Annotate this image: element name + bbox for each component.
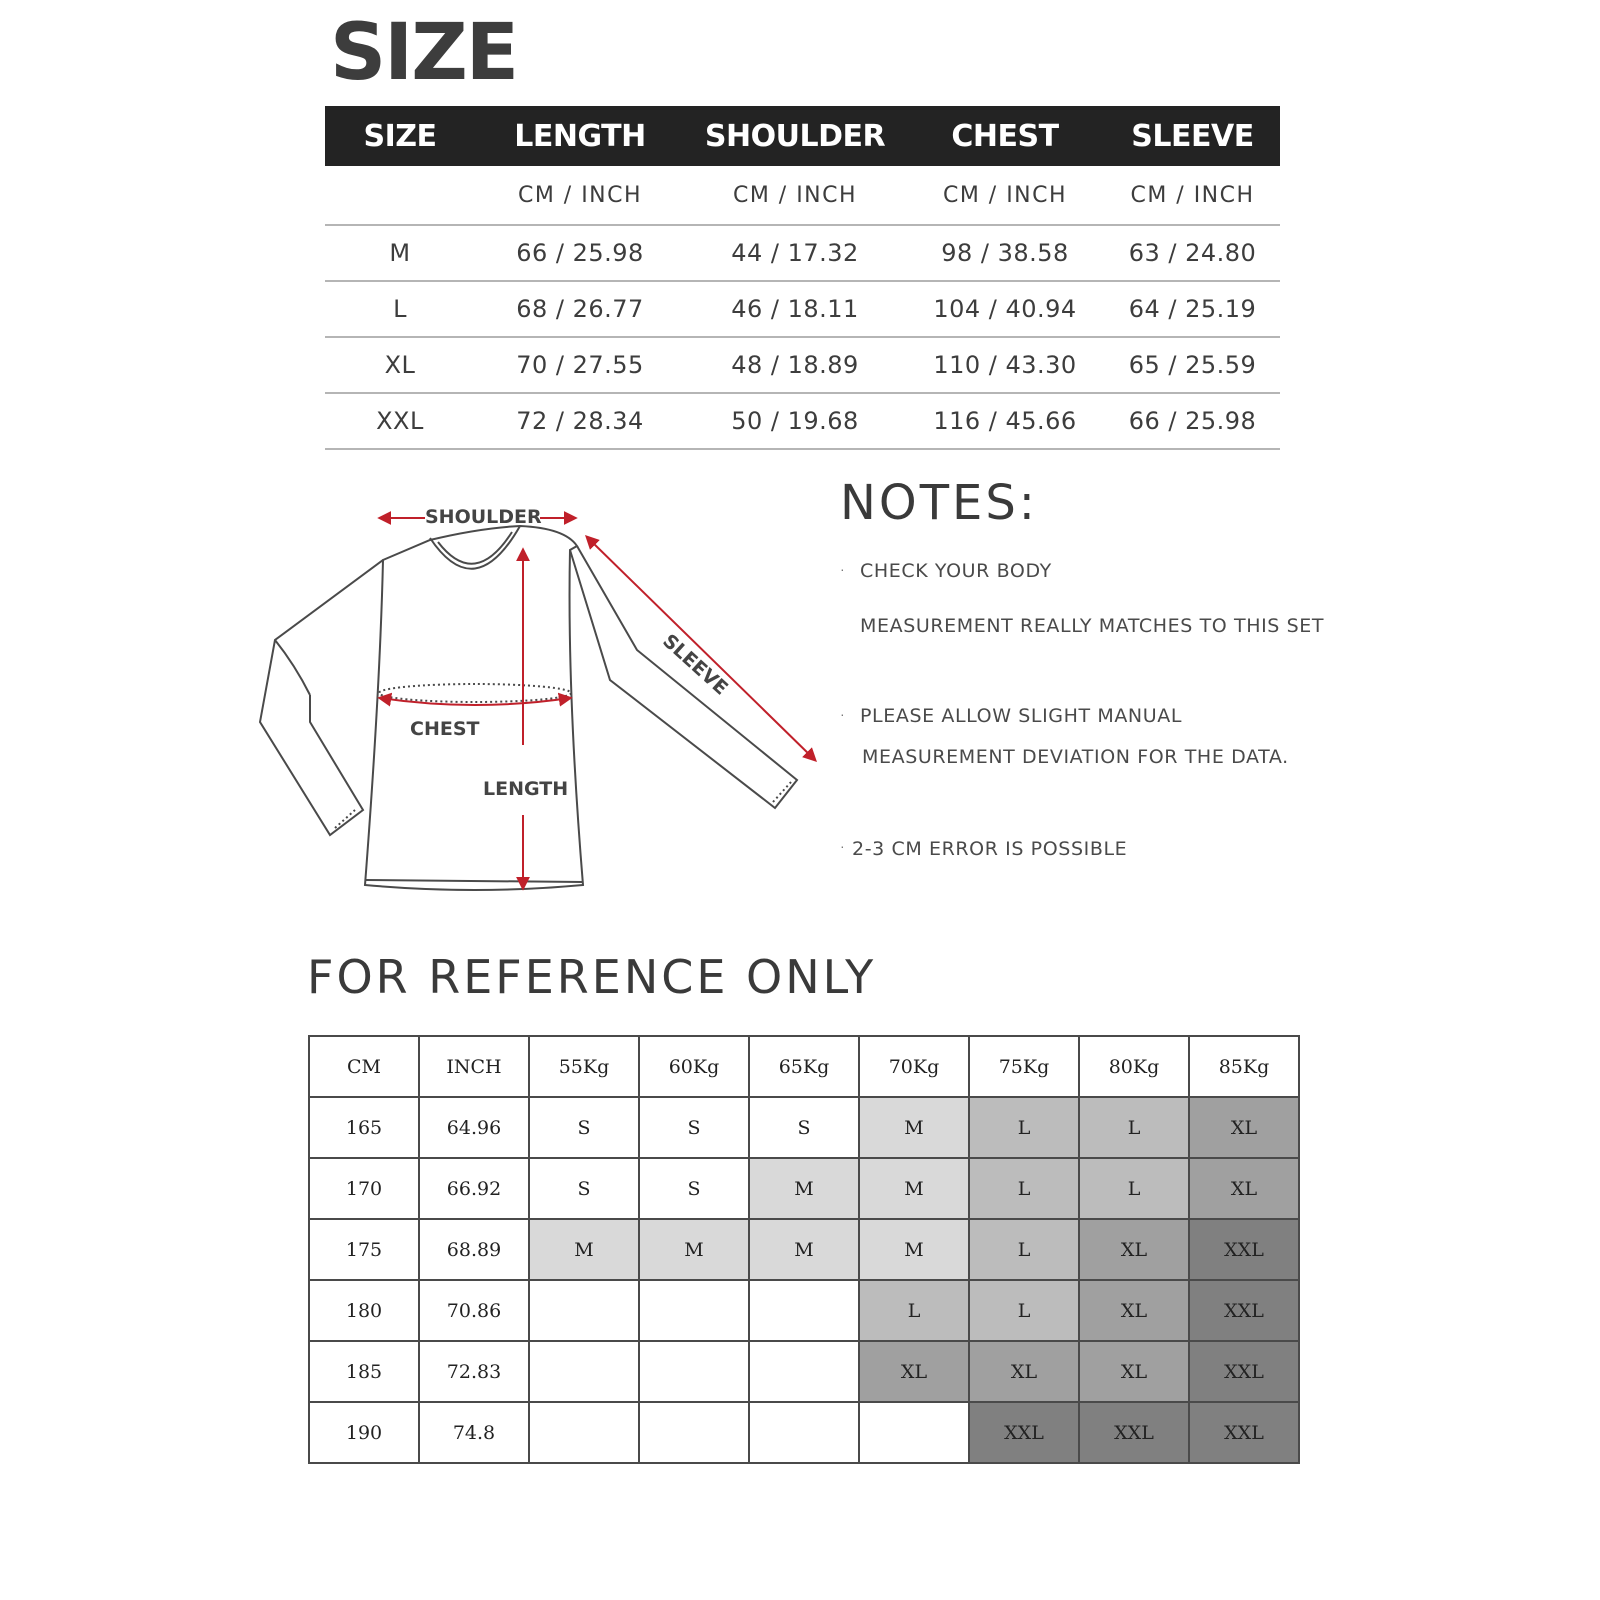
sleeve-value: 65 / 25.59 — [1128, 351, 1257, 379]
chest-value: 104 / 40.94 — [933, 295, 1077, 323]
size-cell: M — [859, 1158, 969, 1219]
bullet-icon: · — [840, 838, 845, 854]
table-row — [325, 394, 1280, 450]
size-cell — [529, 1402, 639, 1463]
size-cell: L — [969, 1280, 1079, 1341]
size-cell: L — [969, 1097, 1079, 1158]
size-cell: M — [859, 1219, 969, 1280]
size-cell — [529, 1280, 639, 1341]
length-value: 70 / 27.55 — [516, 351, 644, 379]
size-cell: XL — [1189, 1097, 1299, 1158]
note-line: 2-3 CM ERROR IS POSSIBLE — [852, 838, 1128, 860]
reference-size-table — [308, 1035, 1300, 1464]
note-line: CHECK YOUR BODY — [860, 560, 1052, 582]
unit-sleeve: CM / INCH — [1130, 182, 1255, 208]
shoulder-value: 50 / 19.68 — [731, 407, 859, 435]
size-cell: S — [639, 1158, 749, 1219]
size-cell: XL — [1189, 1158, 1299, 1219]
length-value: 68 / 26.77 — [516, 295, 644, 323]
sleeve-label: SLEEVE — [658, 630, 733, 700]
size-label: XL — [384, 351, 416, 379]
size-cell: M — [639, 1219, 749, 1280]
size-chart-header — [325, 106, 1280, 166]
height-cm-cell: 170 — [309, 1158, 419, 1219]
height-cm-cell: 185 — [309, 1341, 419, 1402]
chest-value: 116 / 45.66 — [933, 407, 1077, 435]
sleeve-value: 64 / 25.19 — [1128, 295, 1257, 323]
table-row — [309, 1097, 1299, 1158]
size-cell: XXL — [1189, 1219, 1299, 1280]
column-header: 80Kg — [1079, 1036, 1189, 1097]
shoulder-label: SHOULDER — [425, 506, 542, 528]
size-cell: L — [969, 1219, 1079, 1280]
size-cell — [639, 1280, 749, 1341]
table-row — [309, 1280, 1299, 1341]
column-header: 60Kg — [639, 1036, 749, 1097]
sleeve-value: 63 / 24.80 — [1128, 239, 1257, 267]
height-inch-cell: 68.89 — [419, 1219, 529, 1280]
size-cell: M — [749, 1219, 859, 1280]
note-line: PLEASE ALLOW SLIGHT MANUAL — [860, 705, 1183, 727]
size-cell: XXL — [1189, 1280, 1299, 1341]
size-cell — [749, 1402, 859, 1463]
size-cell: M — [529, 1219, 639, 1280]
unit-shoulder: CM / INCH — [732, 182, 858, 208]
size-label: XXL — [376, 407, 424, 435]
header-length: LENGTH — [514, 118, 646, 154]
shoulder-value: 46 / 18.11 — [731, 295, 859, 323]
header-shoulder: SHOULDER — [704, 118, 886, 154]
table-row — [309, 1158, 1299, 1219]
unit-chest: CM / INCH — [942, 182, 1068, 208]
size-cell: S — [529, 1097, 639, 1158]
size-cell: L — [1079, 1158, 1189, 1219]
column-header: CM — [309, 1036, 419, 1097]
chest-value: 98 / 38.58 — [941, 239, 1069, 267]
size-cell: M — [859, 1097, 969, 1158]
size-chart-table — [325, 106, 1280, 450]
header-size: SIZE — [363, 118, 437, 154]
table-row — [309, 1402, 1299, 1463]
size-cell — [639, 1341, 749, 1402]
size-cell: XL — [1079, 1341, 1189, 1402]
reference-title: FOR REFERENCE ONLY — [307, 950, 877, 1004]
units-row — [325, 166, 1280, 226]
header-sleeve: SLEEVE — [1131, 118, 1254, 154]
height-cm-cell: 180 — [309, 1280, 419, 1341]
page-title: SIZE — [330, 8, 518, 98]
size-label: L — [393, 295, 407, 323]
height-cm-cell: 165 — [309, 1097, 419, 1158]
column-header: 55Kg — [529, 1036, 639, 1097]
height-cm-cell: 190 — [309, 1402, 419, 1463]
size-cell: XL — [1079, 1219, 1189, 1280]
size-cell — [639, 1402, 749, 1463]
size-cell: M — [749, 1158, 859, 1219]
reference-header-row — [309, 1036, 1299, 1097]
table-row — [325, 338, 1280, 394]
size-cell — [749, 1341, 859, 1402]
size-cell: XXL — [1189, 1402, 1299, 1463]
size-cell: XL — [859, 1341, 969, 1402]
height-inch-cell: 70.86 — [419, 1280, 529, 1341]
bullet-icon: · — [840, 561, 845, 577]
length-label: LENGTH — [483, 778, 569, 800]
chest-value: 110 / 43.30 — [933, 351, 1077, 379]
column-header: INCH — [419, 1036, 529, 1097]
table-row — [309, 1341, 1299, 1402]
height-inch-cell: 72.83 — [419, 1341, 529, 1402]
length-value: 72 / 28.34 — [516, 407, 644, 435]
height-inch-cell: 66.92 — [419, 1158, 529, 1219]
size-cell: S — [749, 1097, 859, 1158]
shoulder-value: 48 / 18.89 — [731, 351, 859, 379]
table-row — [325, 226, 1280, 282]
size-cell: L — [859, 1280, 969, 1341]
shirt-measurement-diagram — [255, 490, 845, 930]
size-cell — [859, 1402, 969, 1463]
size-cell: XXL — [969, 1402, 1079, 1463]
shirt-outline-icon — [255, 490, 845, 930]
notes-title: NOTES: — [840, 475, 1038, 531]
note-line: MEASUREMENT DEVIATION FOR THE DATA. — [862, 746, 1289, 768]
sleeve-value: 66 / 25.98 — [1128, 407, 1257, 435]
column-header: 85Kg — [1189, 1036, 1299, 1097]
column-header: 75Kg — [969, 1036, 1079, 1097]
chest-label: CHEST — [410, 718, 480, 740]
unit-length: CM / INCH — [517, 182, 643, 208]
note-line: MEASUREMENT REALLY MATCHES TO THIS SET — [860, 615, 1325, 637]
size-cell: XL — [1079, 1280, 1189, 1341]
size-cell: L — [969, 1158, 1079, 1219]
height-cm-cell: 175 — [309, 1219, 419, 1280]
size-cell: S — [639, 1097, 749, 1158]
table-row — [309, 1219, 1299, 1280]
size-cell: L — [1079, 1097, 1189, 1158]
bullet-icon: · — [840, 706, 845, 722]
size-cell: XXL — [1189, 1341, 1299, 1402]
size-cell — [749, 1280, 859, 1341]
size-cell: XL — [969, 1341, 1079, 1402]
header-chest: CHEST — [951, 118, 1059, 154]
size-cell: XXL — [1079, 1402, 1189, 1463]
column-header: 65Kg — [749, 1036, 859, 1097]
length-value: 66 / 25.98 — [516, 239, 644, 267]
height-inch-cell: 74.8 — [419, 1402, 529, 1463]
size-label: M — [389, 239, 411, 267]
size-cell — [529, 1341, 639, 1402]
table-row — [325, 282, 1280, 338]
height-inch-cell: 64.96 — [419, 1097, 529, 1158]
size-cell: S — [529, 1158, 639, 1219]
column-header: 70Kg — [859, 1036, 969, 1097]
shoulder-value: 44 / 17.32 — [731, 239, 859, 267]
